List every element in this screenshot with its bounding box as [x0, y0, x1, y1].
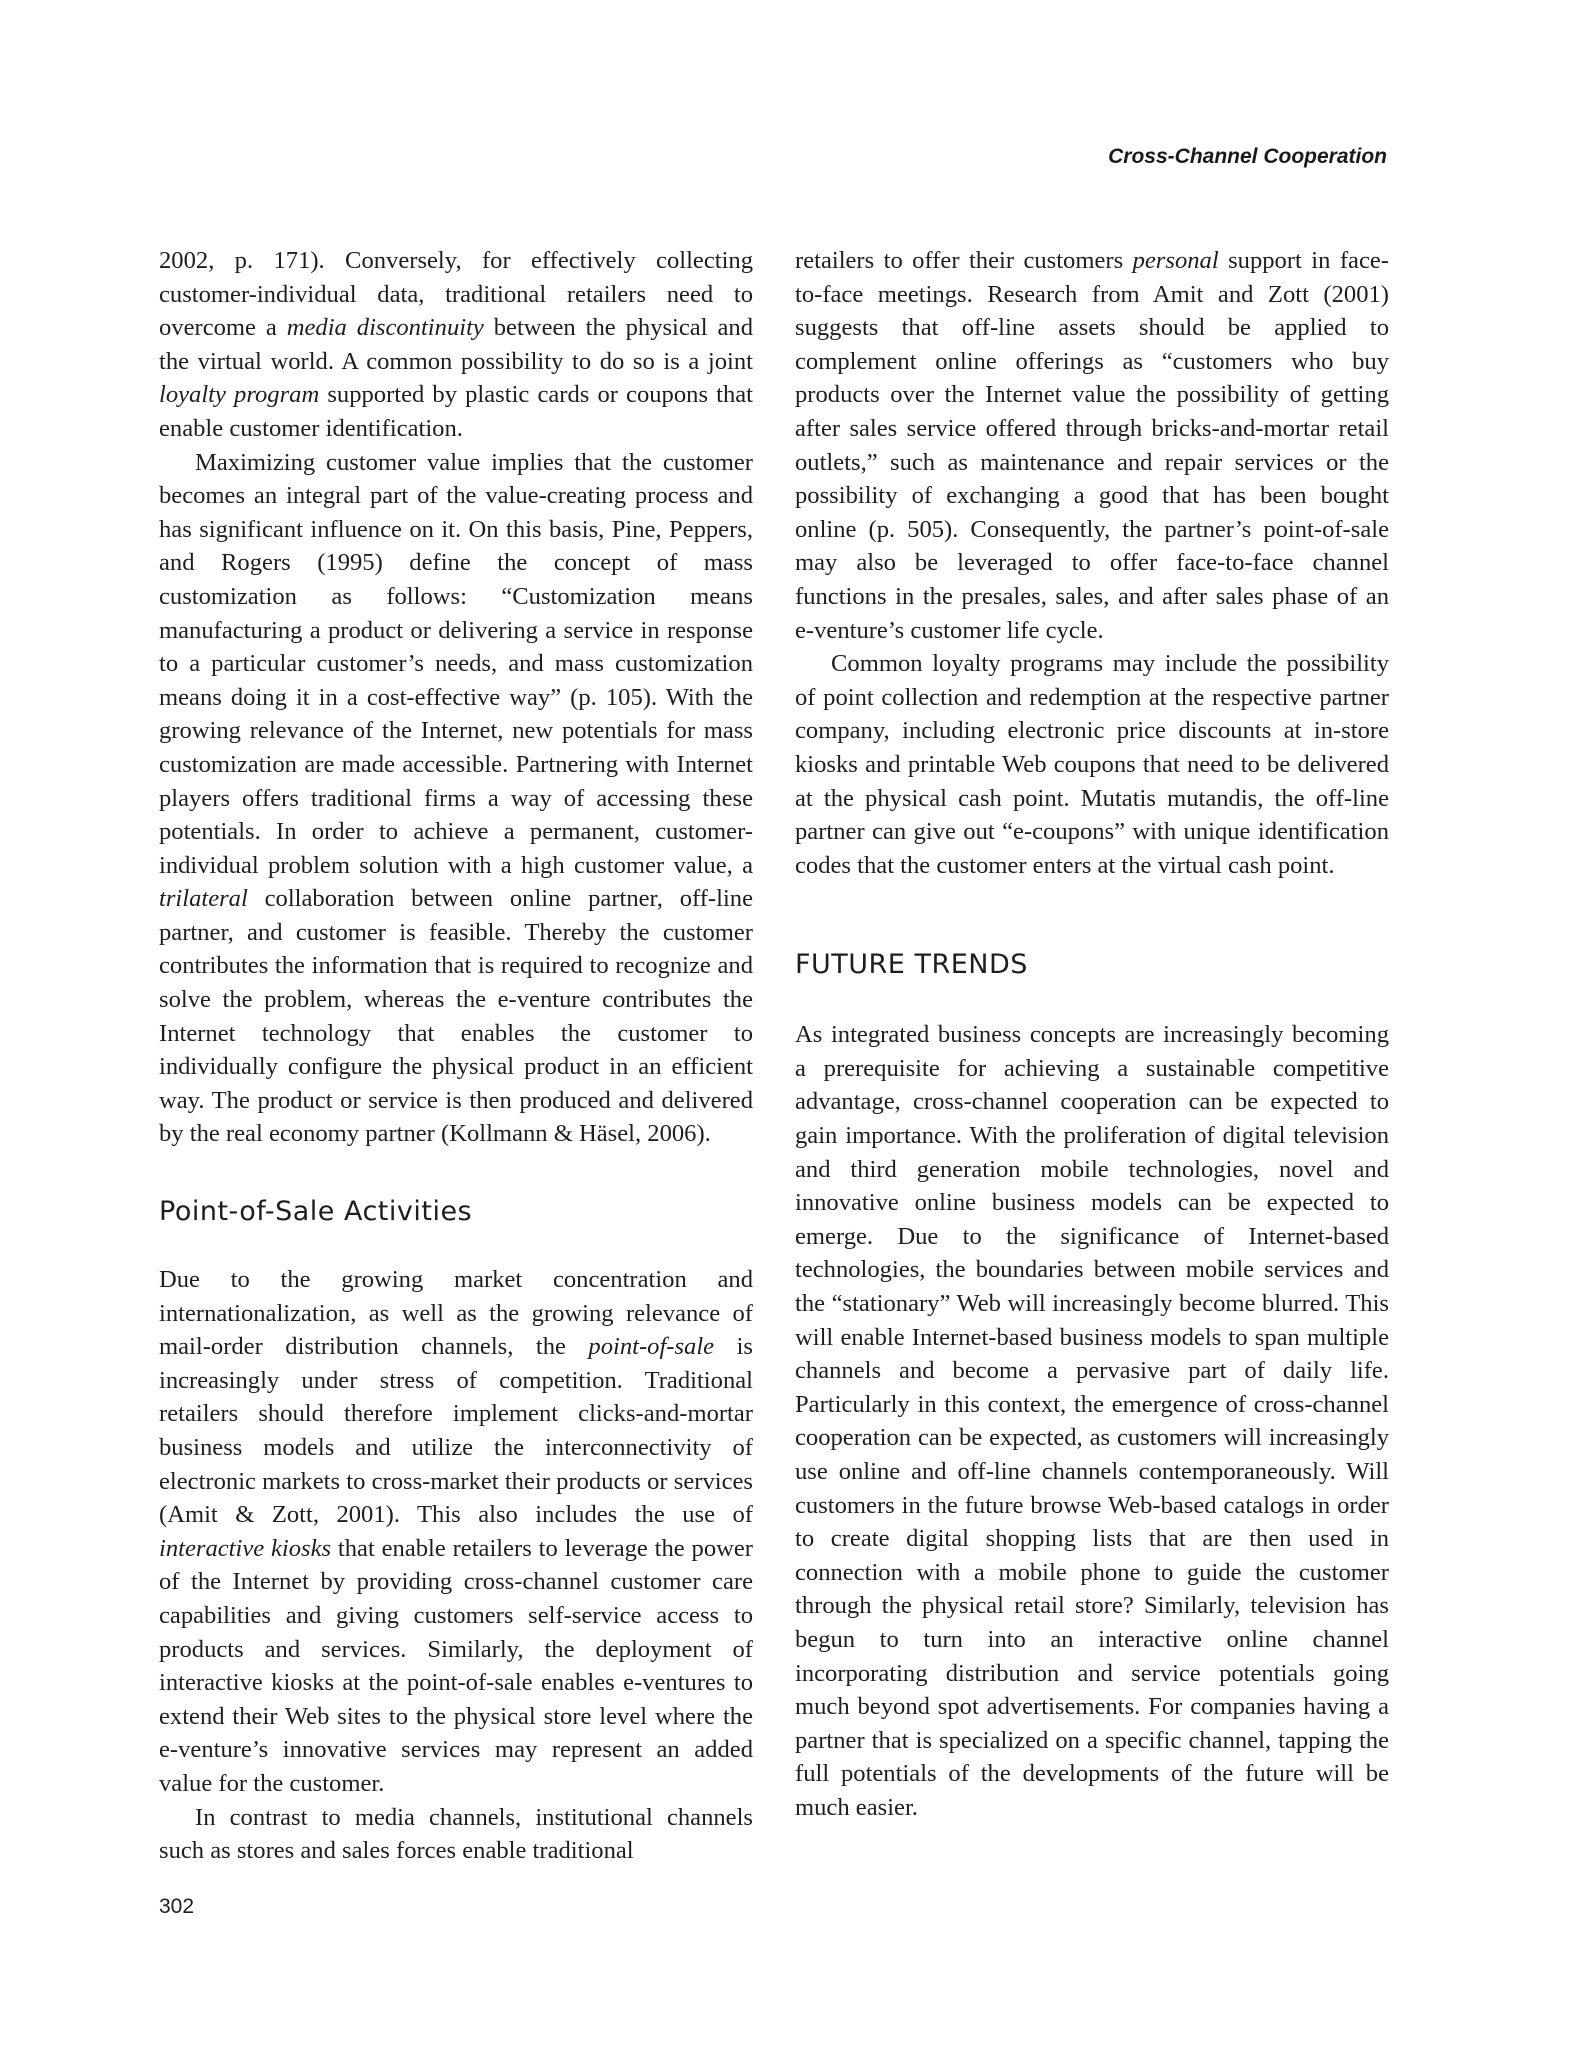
text-run: that enable retailers to leverage the power of the Internet by providing cross-channel customer care capabilities and giving customers self-service access to products and services. Similarly, the deployment of interactive kiosks at the point-of-sale enables e-ventures to extend their Web sites to the physical store level where the e-venture’s innovative services may represent an added value for the customer. [159, 1534, 753, 1797]
section-heading: FUTURE TRENDS [795, 949, 1028, 981]
page-number: 302 [159, 1895, 195, 1918]
paragraph [159, 1263, 753, 1801]
paragraph: Common loyalty programs may include the possibility of point collection and redemption at the respective partner company, including electronic price discounts at in-store kiosks and printable Web coupons that need to be delivered at the physical cash point. Mutatis mutandis, the off-line partner can give out “e-coupons” with unique identification codes that the customer enters at the virtual cash point. [795, 650, 1389, 879]
paragraph [159, 446, 753, 1151]
paragraph [795, 244, 1389, 647]
emphasis: media discontinuity [286, 314, 484, 342]
emphasis: trilateral [159, 885, 248, 913]
running-head: Cross-Channel Cooperation [1108, 145, 1387, 168]
text-run: supported by plastic cards or coupons that enable customer identification. [159, 381, 753, 442]
text-run: Maximizing customer value implies that the customer becomes an integral part of the value-creating process and has significant influence on it. On this basis, Pine, Peppers, and Rogers (1995) define the concept of mass customization as follows: “Customization means manufacturing a product or delivering a service in response to a particular customer’s needs, and mass customization means doing it in a cost-effective way” (p. 105). With the growing relevance of the Internet, new potentials for mass customization are made accessible. Partnering with Internet players offers traditional firms a way of accessing these potentials. In order to achieve a permanent, customer-individual problem solution with a high customer value, a [159, 448, 753, 879]
section-heading: Point-of-Sale Activities [159, 1196, 473, 1228]
paragraph [159, 244, 753, 446]
emphasis: point-of-sale [588, 1333, 715, 1361]
text-run: between the physical and the virtual world. A common possibility to do so is a joint [159, 314, 753, 375]
text-run: retailers to offer their customers [795, 247, 1133, 274]
emphasis: personal [1132, 247, 1219, 274]
emphasis: loyalty program [159, 381, 320, 409]
text-run: 2002, p. 171). Conversely, for effectively collecting customer-individual data, traditional retailers need to overcome a [159, 247, 753, 342]
paragraph: In contrast to media channels, institutional channels such as stores and sales forces enable traditional [159, 1803, 753, 1865]
text-run: is increasingly under stress of competition. Traditional retailers should therefore implement clicks-and-mortar business models and utilize the interconnectivity of electronic markets to cross-market their products or services (Amit & Zott, 2001). This also includes the use of [159, 1333, 753, 1529]
paragraph: As integrated business concepts are increasingly becoming a prerequisite for achieving a sustainable competitive advantage, cross-channel cooperation can be expected to gain importance. With the proliferation of digital television and third generation mobile technologies, novel and innovative online business models can be expected to emerge. Due to the significance of Internet-based technologies, the boundaries between mobile services and the “stationary” Web will increasingly become blurred. This will enable Internet-based business models to span multiple channels and become a pervasive part of daily life. Particularly in this context, the emergence of cross-channel cooperation can be expected, as customers will increasingly use online and off-line channels contemporaneously. Will customers in the future browse Web-based catalogs in order to create digital shopping lists that are then used in connection with a mobile phone to guide the customer through the physical retail store? Similarly, television has begun to turn into an interactive online channel incorporating distribution and service potentials going much beyond spot advertisements. For companies having a partner that is specialized on a specific channel, tapping the full potentials of the developments of the future will be much easier. [795, 1021, 1389, 1821]
text-run: support in face-to-face meetings. Research from Amit and Zott (2001) suggests that off-line assets should be applied to complement online offerings as “customers who buy products over the Internet value the possibility of getting after sales service offered through bricks-and-mortar retail outlets,” such as maintenance and repair services or the possibility of exchanging a good that has been bought online (p. 505). Consequently, the partner’s point-of-sale may also be leveraged to offer face-to-face channel functions in the presales, sales, and after sales phase of an e-venture’s customer life cycle. [795, 247, 1389, 644]
left-column [159, 244, 753, 1868]
text-run: collaboration between online partner, off-line partner, and customer is feasible. Thereby the customer contributes the information that is required to recognize and solve the problem, whereas the e-venture contributes the Internet technology that enables the customer to individually configure the physical product in an efficient way. The product or service is then produced and delivered by the real economy partner (Kollmann & Häsel, 2006). [159, 885, 753, 1148]
right-column [795, 244, 1389, 1825]
text-run: Due to the growing market concentration and internationalization, as well as the growing relevance of mail-order distribution channels, the [159, 1266, 753, 1361]
emphasis: interactive kiosks [159, 1534, 332, 1562]
